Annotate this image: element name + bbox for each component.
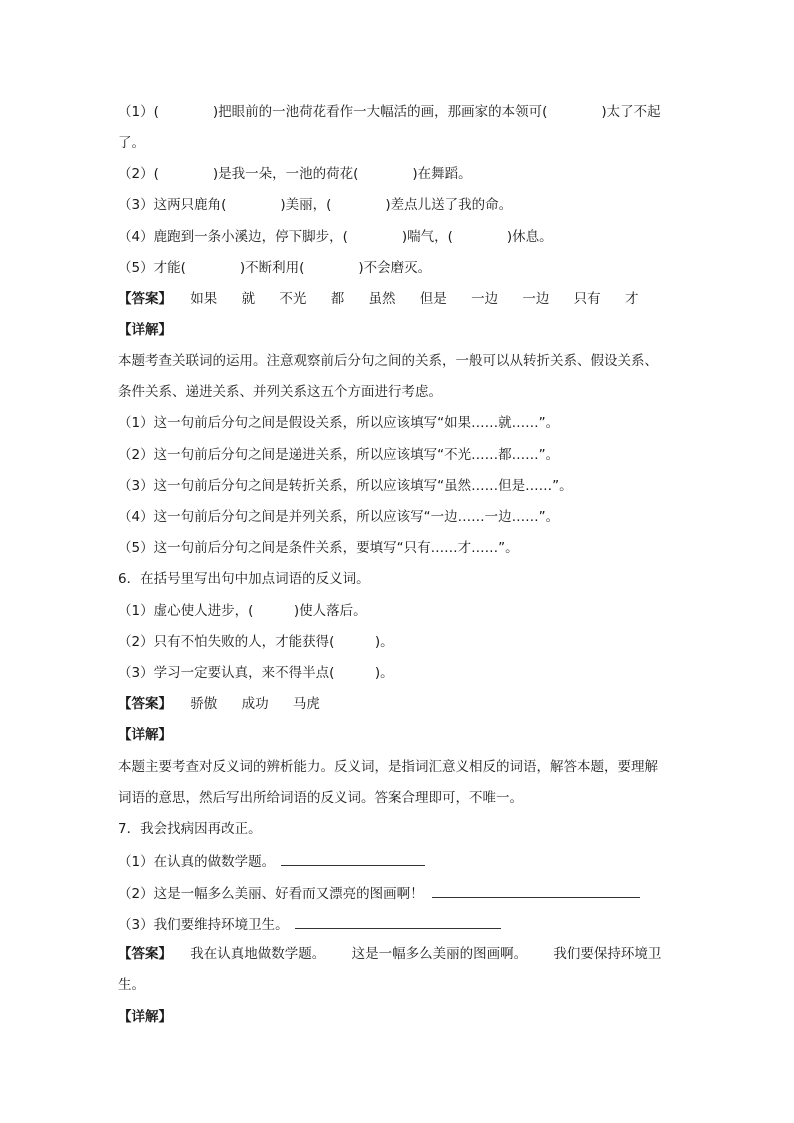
question-5-item-1: （1）( )把眼前的一池荷花看作一大幅活的画，那画家的本领可( )太了不起 (118, 104, 661, 120)
question-text: （1）在认真的做数学题。 (118, 854, 276, 870)
answer-blank[interactable] (432, 883, 640, 898)
answer-item: 如果 (190, 291, 218, 307)
question-text: （3）我们要维持环境卫生。 (118, 917, 289, 933)
question-6-item-1: （1）虚心使人进步，( )使人落后。 (118, 603, 367, 619)
detail-label: 【详解】 (118, 727, 172, 743)
explanation-line: 本题主要考查对反义词的辨析能力。反义词，是指词汇意义相反的词语，解答本题，要理解 (118, 759, 658, 775)
detail-item-3: （3）这一句前后分句之间是转折关系，所以应该填写“虽然……但是……”。 (118, 478, 573, 494)
answer-item: 都 (330, 291, 345, 307)
answer-item: 成功 (241, 696, 269, 712)
answer-item: 骄傲 (190, 696, 218, 712)
answer-item: 我在认真地做数学题。 (190, 946, 326, 962)
explanation-line: 本题考查关联词的运用。注意观察前后分句之间的关系，一般可以从转折关系、假设关系、 (118, 353, 658, 369)
explanation-line: 词语的意思，然后写出所给词语的反义词。答案合理即可，不唯一。 (118, 790, 523, 806)
answer-item: 我们要保持环境卫 (553, 946, 662, 962)
question-5-item-3: （3）这两只鹿角( )美丽，( )差点儿送了我的命。 (118, 197, 513, 213)
question-text: （2）这是一幅多么美丽、好看而又漂亮的图画啊！ (118, 886, 424, 902)
answer-item: 但是 (419, 291, 447, 307)
explanation-line: 条件关系、递进关系、并列关系这五个方面进行考虑。 (118, 384, 442, 400)
question-6-item-2: （2）只有不怕失败的人，才能获得( )。 (118, 634, 394, 650)
detail-label: 【详解】 (118, 322, 172, 338)
question-7-item-2 (118, 883, 640, 903)
answer-item: 只有 (573, 291, 601, 307)
answer-item: 就 (241, 291, 256, 307)
answer-row-5 (118, 290, 638, 308)
question-6-title: 6．在括号里写出句中加点词语的反义词。 (118, 571, 370, 587)
answer-item: 一边 (471, 291, 499, 307)
question-5-item-1-cont: 了。 (118, 135, 145, 151)
answer-label: 【答案】 (118, 291, 172, 307)
question-7-item-3 (118, 914, 501, 934)
question-7-item-1 (118, 851, 425, 871)
question-7-title: 7．我会找病因再改正。 (118, 821, 262, 837)
answer-row-7-cont: 生。 (118, 977, 145, 993)
detail-item-1: （1）这一句前后分句之间是假设关系，所以应该填写“如果……就……”。 (118, 415, 560, 431)
answer-item: 虽然 (368, 291, 396, 307)
question-5-item-4: （4）鹿跑到一条小溪边，停下脚步，( )喘气，( )休息。 (118, 229, 553, 245)
detail-item-2: （2）这一句前后分句之间是递进关系，所以应该填写“不光……都……”。 (118, 447, 560, 463)
detail-item-4: （4）这一句前后分句之间是并列关系，所以应该写“一边……一边……”。 (118, 509, 560, 525)
question-6-item-3: （3）学习一定要认真，来不得半点( )。 (118, 665, 394, 681)
answer-item: 这是一幅多么美丽的图画啊。 (351, 946, 528, 962)
answer-row-7 (118, 945, 661, 963)
answer-label: 【答案】 (118, 946, 172, 962)
answer-blank[interactable] (295, 914, 501, 929)
question-5-item-2: （2）( )是我一朵，一池的荷花( )在舞蹈。 (118, 166, 472, 182)
answer-label: 【答案】 (118, 696, 172, 712)
answer-blank[interactable] (281, 851, 425, 866)
question-5-item-5: （5）才能( )不断利用( )不会磨灭。 (118, 260, 432, 276)
answer-item: 一边 (522, 291, 550, 307)
answer-item: 才 (624, 291, 639, 307)
detail-item-5: （5）这一句前后分句之间是条件关系，要填写“只有……才……”。 (118, 540, 519, 556)
answer-item: 马虎 (292, 696, 320, 712)
answer-item: 不光 (279, 291, 307, 307)
answer-row-6 (118, 695, 320, 713)
detail-label: 【详解】 (118, 1009, 172, 1025)
